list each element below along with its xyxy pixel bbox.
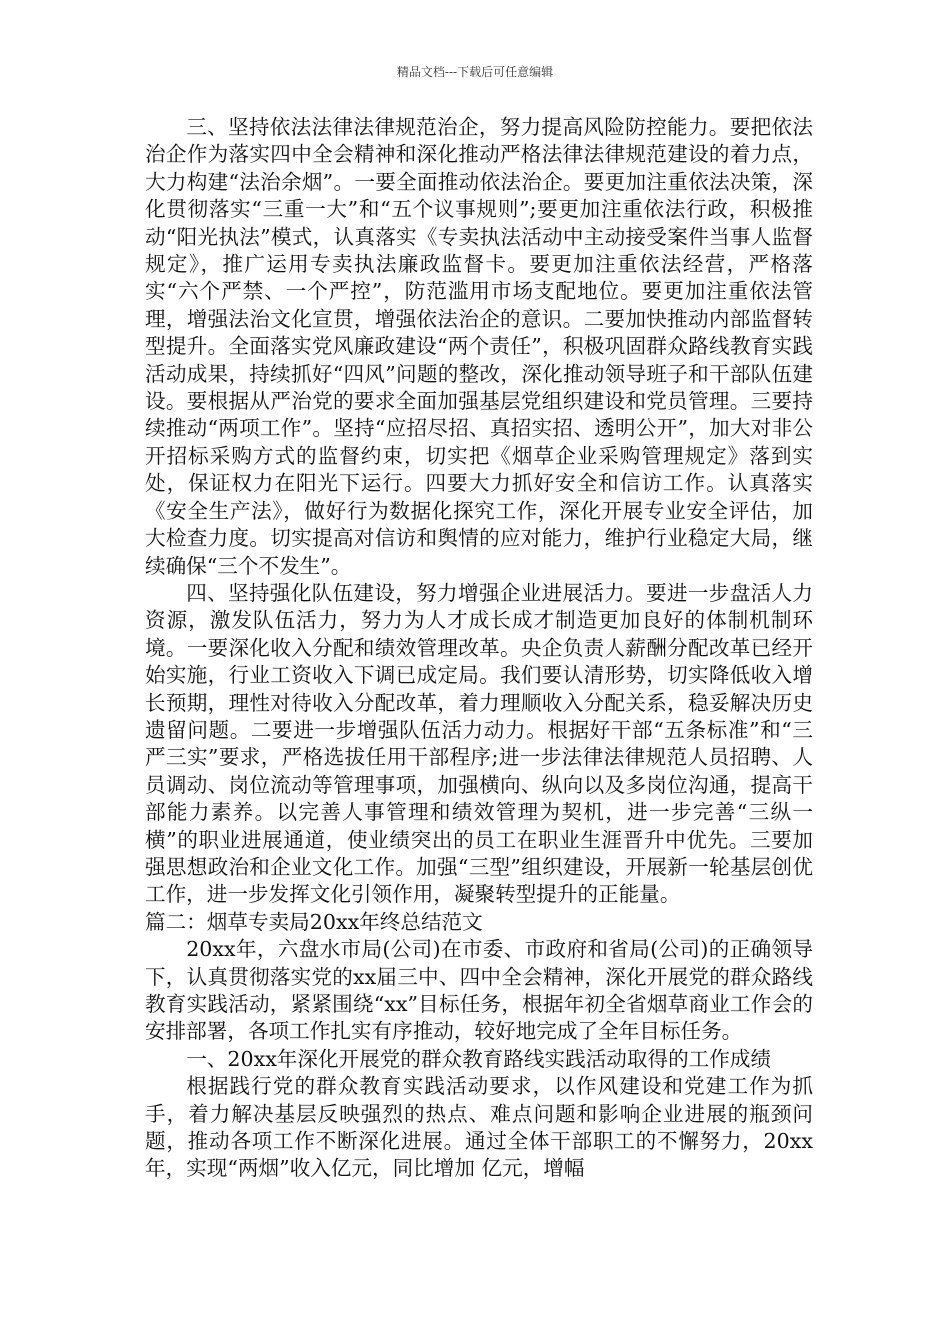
paragraph-section-four: 四、坚持强化队伍建设，努力增强企业进展活力。要进一步盘活人力资源，激发队伍活力，努力为人才成长成才制造更加良好的体制机制环境。一要深化收入分配和绩效管理改革。央企负责人薪酬分配改革已经开始实施，行业工资收入下调已成定局。我们要认清形势，切实降低收入增长预期，理性对待收入分配改革，着力理顺收入分配关系，稳妥解决历史遗留问题。二要进一步增强队伍活力动力。根据好干部“五条标准”和“三严三实”要求，严格选拔任用干部程序;进一步法律法律规范人员招聘、人员调动、岗位流动等管理事项，加强横向、纵向以及多岗位沟通，提高干部能力素养。以完善人事管理和绩效管理为契机，进一步完善“三纵一横”的职业进展通道，使业绩突出的员工在职业生涯晋升中优先。三要加强思想政治和企业文化工作。加强“三型”组织建设，开展新一轮基层创优工作，进一步发挥文化引领作用，凝聚转型提升的正能量。 <box>145 580 813 907</box>
paragraph-intro: 20xx年，六盘水市局(公司)在市委、市政府和省局(公司)的正确领导下，认真贯彻落实党的xx届三中、四中全会精神，深化开展党的群众路线教育实践活动，紧紧围绕“xx”目标任务，根据年初全省烟草商业工作会的安排部署，各项工作扎实有序推动，较好地完成了全年目标任务。 <box>145 937 813 1044</box>
page-header: 精品文档---下载后可任意编辑 <box>396 65 554 79</box>
chapter-title: 篇二：烟草专卖局20xx年终总结范文 <box>145 909 483 934</box>
document-body <box>145 114 813 1183</box>
paragraph-achievements: 根据践行党的群众教育实践活动要求，以作风建设和党建工作为抓手，着力解决基层反映强烈的热点、难点问题和影响企业进展的瓶颈问题，推动各项工作不断深化进展。通过全体干部职工的不懈努力，20xx年，实现“两烟”收入亿元，同比增加 亿元，增幅 <box>145 1074 813 1181</box>
paragraph-section-three: 三、坚持依法法律法律规范治企，努力提高风险防控能力。要把依法治企作为落实四中全会精神和深化推动严格法律法律规范建设的着力点，大力构建“法治余烟”。一要全面推动依法治企。要更加注重依法决策，深化贯彻落实“三重一大”和“五个议事规则”;要更加注重依法行政，积极推动“阳光执法”模式，认真落实《专卖执法活动中主动接受案件当事人监督规定》，推广运用专卖执法廉政监督卡。要更加注重依法经营，严格落实“六个严禁、一个严控”，防范滥用市场支配地位。要更加注重依法管理，增强法治文化宣贯，增强依法治企的意识。二要加快推动内部监督转型提升。全面落实党风廉政建设“两个责任”，积极巩固群众路线教育实践活动成果，持续抓好“四风”问题的整改，深化推动领导班子和干部队伍建设。要根据从严治党的要求全面加强基层党组织建设和党员管理。三要持续推动“两项工作”。坚持“应招尽招、真招实招、透明公开”，加大对非公开招标采购方式的监督约束，切实把《烟草企业采购管理规定》落到实处，保证权力在阳光下运行。四要大力抓好安全和信访工作。认真落实《安全生产法》，做好行为数据化探究工作，深化开展专业安全评估，加大检查力度。切实提高对信访和舆情的应对能力，维护行业稳定大局，继续确保“三个不发生”。 <box>145 115 813 578</box>
section-heading: 一、20xx年深化开展党的群众教育路线实践活动取得的工作成绩 <box>186 1046 772 1071</box>
